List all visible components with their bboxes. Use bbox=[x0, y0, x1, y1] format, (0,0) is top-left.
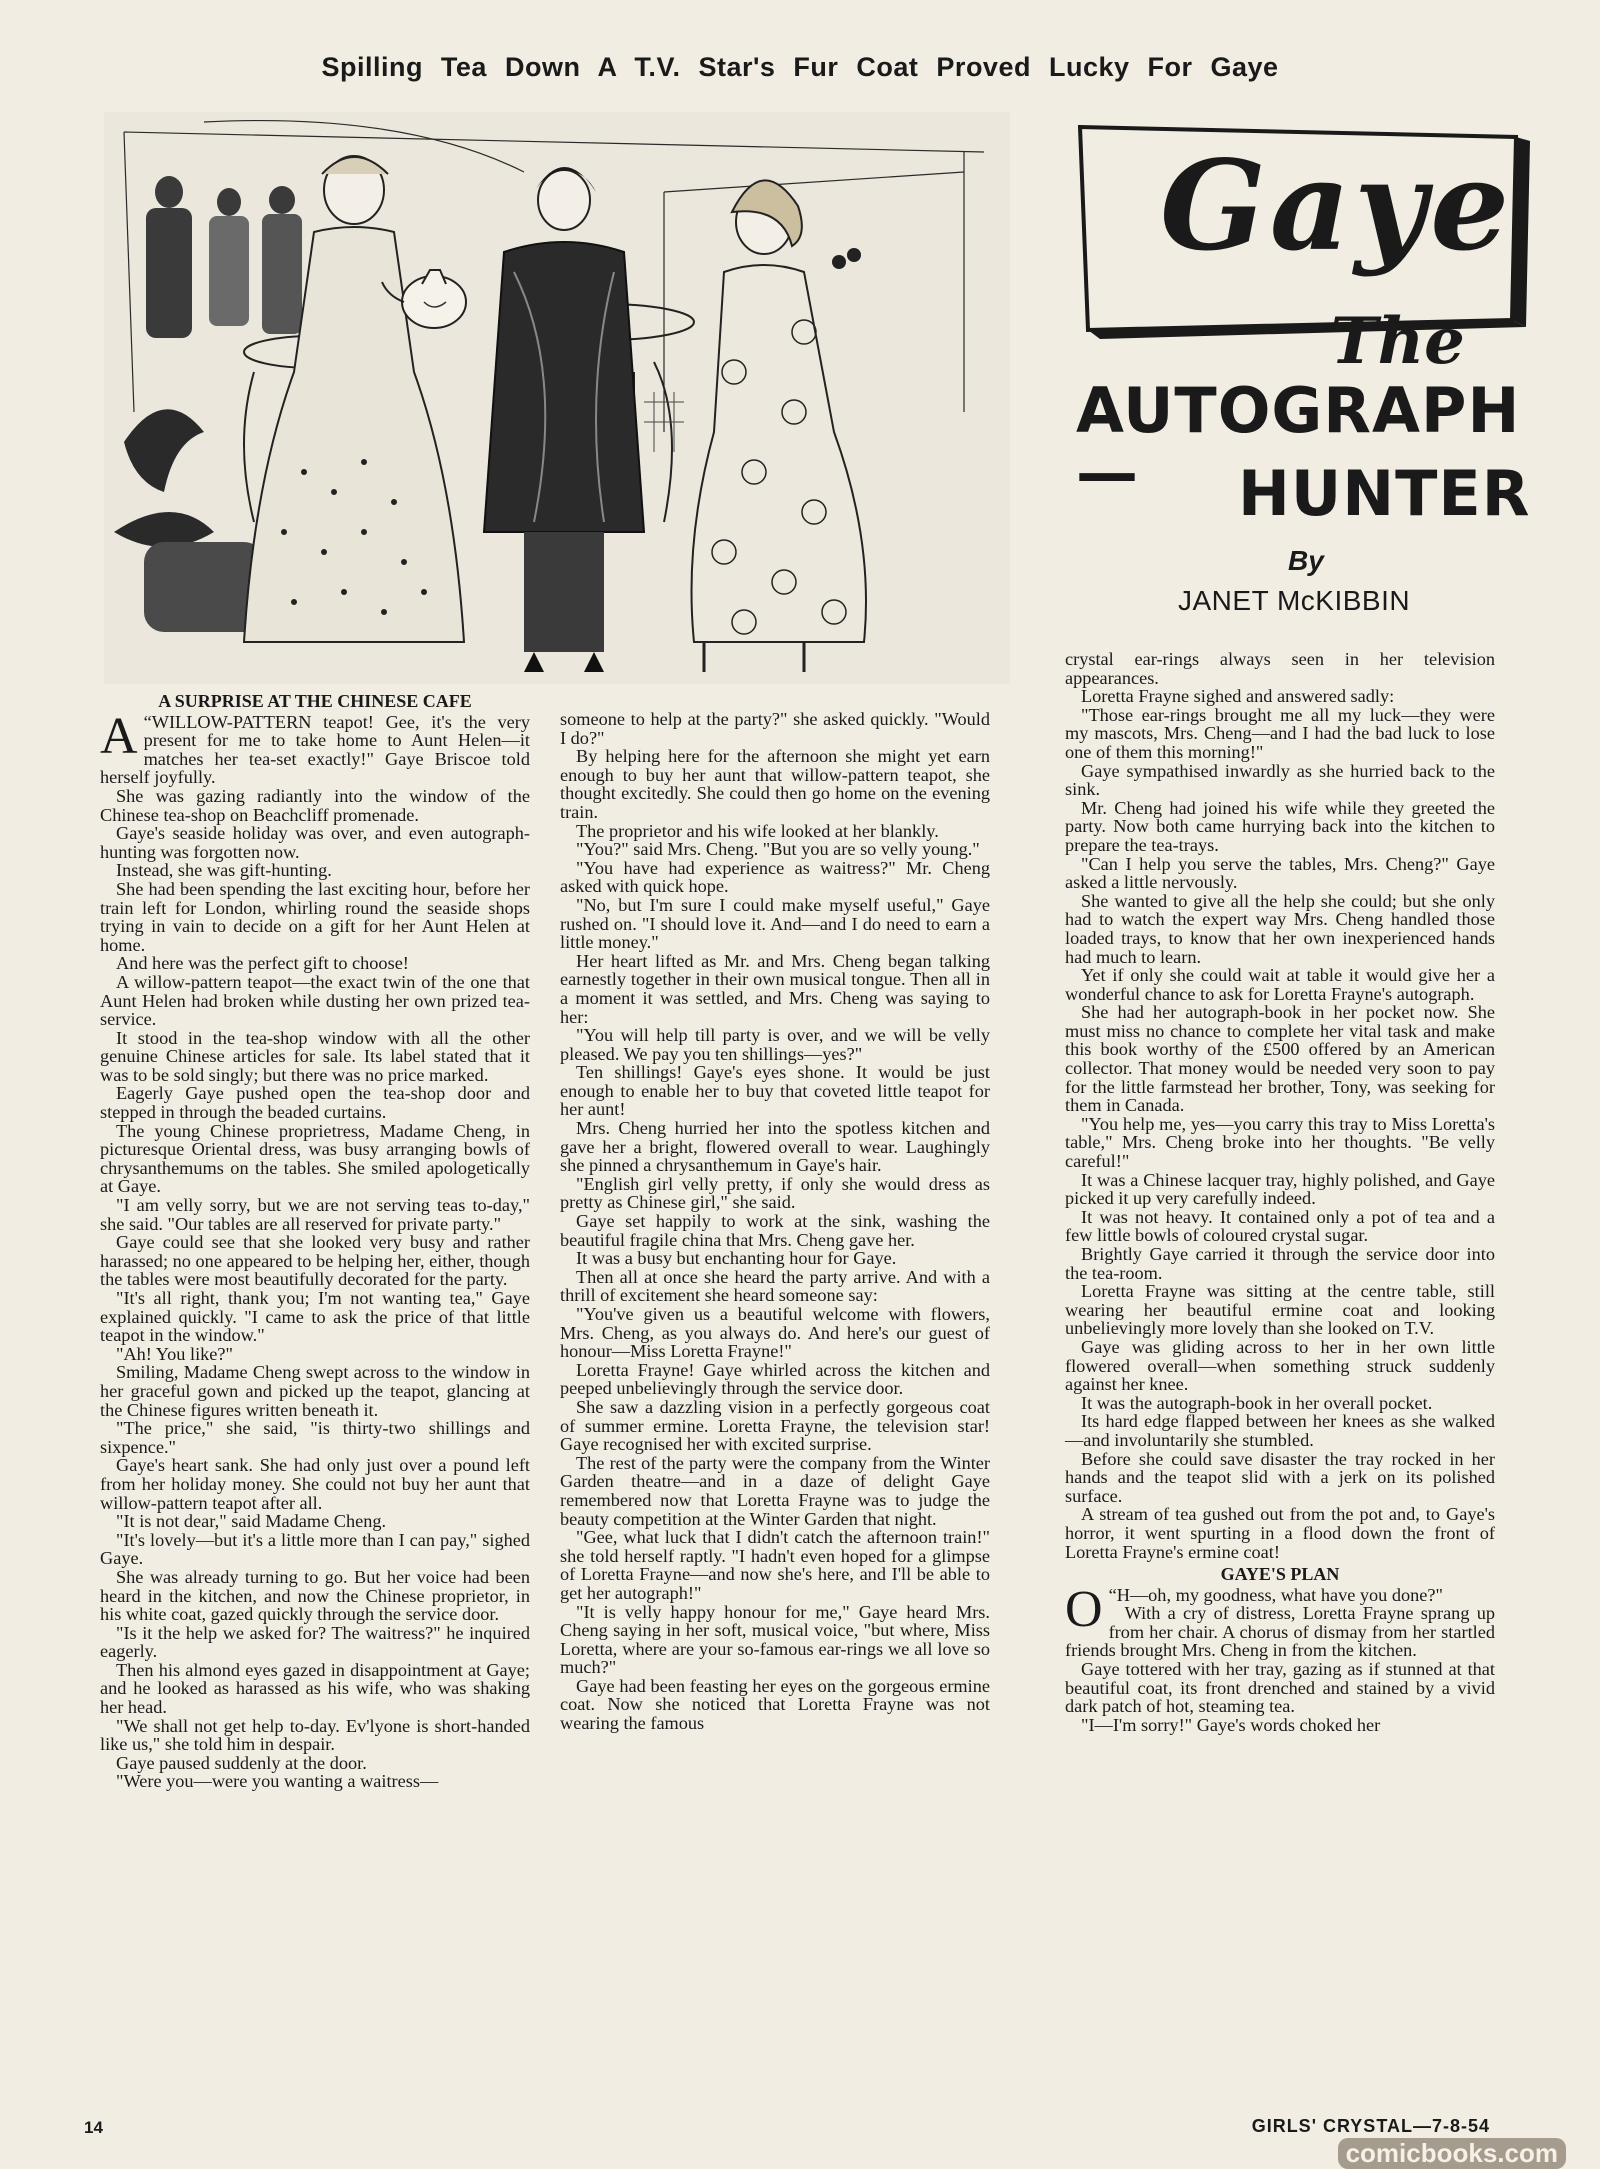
paragraph: She had been spending the last exciting hour, before her train left for London, whirling round the seaside shops trying in vain to decide on a gift for her Aunt Helen at home. bbox=[100, 878, 530, 955]
paragraph: She was gazing radiantly into the window of the Chinese tea-shop on Beachcliff promenade. bbox=[100, 785, 530, 825]
paragraph: The proprietor and his wife looked at her blankly. bbox=[576, 820, 939, 841]
paragraph: Gaye's heart sank. She had only just over a pound left from her holiday money. She could not buy her aunt that willow-pattern teapot after all. bbox=[100, 1455, 530, 1513]
title-hunter: HUNTER bbox=[1238, 457, 1531, 530]
paragraph: "It is not dear," said Madame Cheng. bbox=[116, 1511, 387, 1532]
paragraph: "You will help till party is over, and we will be velly pleased. We pay you ten shillings—yes?" bbox=[560, 1025, 990, 1064]
paragraph: Yet if only she could wait at table it would give her a wonderful chance to ask for Loretta Frayne's autograph. bbox=[1065, 965, 1495, 1004]
paragraph: Then all at once she heard the party arrive. And with a thrill of excitement she heard someone say: bbox=[560, 1266, 990, 1306]
paragraph: "We shall not get help to-day. Ev'lyone is short-handed like us," she told him in despair. bbox=[100, 1715, 530, 1755]
paragraph: She had her autograph-book in her pocket now. She must miss no chance to complete her vital task and make this book worthy of the £500 offered by an American collector. That money would be needed very soon to pay for the little farmstead her brother, Tony, was seeking for them in Canada. bbox=[1065, 1002, 1495, 1116]
paragraph: Instead, she was gift-hunting. bbox=[116, 860, 332, 881]
paragraph: “ O H—oh, my goodness, what have you done?" bbox=[1065, 1580, 1444, 1638]
paragraph: Smiling, Madame Cheng swept across to the window in her graceful gown and picked up the teapot, glancing at the Chinese figures written beneath it. bbox=[100, 1362, 530, 1420]
paragraph: Mrs. Cheng hurried her into the spotless kitchen and gave her a bright, flowered overall to wear. Laughingly she pinned a chrysanthemum in Gaye's hair. bbox=[560, 1118, 990, 1176]
paragraph: The young Chinese proprietress, Madame Cheng, in picturesque Oriental dress, was busy arranging bowls of chrysanthemums on the tables. She smiled apologetically at Gaye. bbox=[100, 1120, 530, 1197]
paragraph: Gaye paused suddenly at the door. bbox=[116, 1752, 367, 1773]
paragraph: She saw a dazzling vision in a perfectly gorgeous coat of summer ermine. Loretta Frayne, the television star! Gaye recognised her with excited surprise. bbox=[560, 1396, 990, 1455]
paragraph: crystal ear-rings always seen in her television appearances. bbox=[1065, 649, 1495, 688]
paragraph: It was the autograph-book in her overall pocket. bbox=[1081, 1392, 1433, 1413]
page-headline: Spilling Tea Down A T.V. Star's Fur Coat Proved Lucky For Gaye bbox=[321, 52, 1279, 82]
paragraph: Gaye's seaside holiday was over, and even autograph-hunting was forgotten now. bbox=[100, 823, 530, 862]
paragraph: Loretta Frayne was sitting at the centre table, still wearing her beautiful ermine coat and looking unbelievingly more lovely than she looked on T.V. bbox=[1065, 1281, 1495, 1339]
paragraph: “ A WILLOW-PATTERN teapot! Gee, it's the very present for me to take home to Aunt Helen—it matches her tea-set exactly!" Gaye Briscoe told herself joyfully. bbox=[100, 707, 530, 788]
story-column-3 bbox=[1065, 650, 1495, 1734]
page-number: 14 bbox=[84, 2118, 103, 2137]
drop-cap: O bbox=[1065, 1580, 1103, 1638]
paragraph: Loretta Frayne! Gaye whirled across the kitchen and peeped unbelievingly through the service door. bbox=[560, 1359, 990, 1399]
paragraph: "You help me, yes—you carry this tray to Miss Loretta's table," Mrs. Cheng broke into her thoughts. "Be velly careful!" bbox=[1065, 1113, 1495, 1172]
paragraph: "Those ear-rings brought me all my luck—they were my mascots, Mrs. Cheng—and I had the bad luck to lose one of them this morning!" bbox=[1065, 704, 1495, 762]
drop-cap: A bbox=[100, 707, 138, 765]
paragraph: It was not heavy. It contained only a pot of tea and a few little bowls of coloured crystal sugar. bbox=[1065, 1206, 1495, 1246]
paragraph: Its hard edge flapped between her knees as she walked—and involuntarily she stumbled. bbox=[1065, 1411, 1495, 1450]
paragraph: The rest of the party were the company from the Winter Garden theatre—and in a daze of delight Gaye remembered now that Loretta Frayne was to judge the beauty competition at the Winter Garden that night. bbox=[560, 1452, 990, 1529]
paragraph: someone to help at the party?" she asked quickly. "Would I do?" bbox=[560, 709, 990, 748]
paragraph: Ten shillings! Gaye's eyes shone. It would be just enough to enable her to buy that coveted little teapot for her aunt! bbox=[560, 1062, 990, 1120]
paragraph: "Ah! You like?" bbox=[116, 1343, 233, 1364]
paragraph: Gaye tottered with her tray, gazing as if stunned at that beautiful coat, its front drenched and stained by a vivid dark patch of hot, steaming tea. bbox=[1065, 1659, 1495, 1717]
paragraph: "Is it the help we asked for? The waitress?" he inquired eagerly. bbox=[100, 1622, 530, 1662]
paragraph: With a cry of distress, Loretta Frayne sprang up from her chair. A chorus of dismay from her startled friends brought Mrs. Cheng in from the kitchen. bbox=[1065, 1603, 1495, 1661]
paragraph: "It is velly happy honour for me," Gaye heard Mrs. Cheng saying in her soft, musical voice, "but where, Miss Loretta, where are your so-famous ear-rings we all love so much?" bbox=[560, 1601, 990, 1678]
paragraph: "The price," she said, "is thirty-two shillings and sixpence." bbox=[100, 1418, 530, 1457]
paragraph: Then his almond eyes gazed in disappointment at Gaye; and he looked as harassed as his wife, who was shaking her head. bbox=[100, 1659, 530, 1718]
paragraph: "Gee, what luck that I didn't catch the afternoon train!" she told herself raptly. "I hadn't even hoped for a glimpse of Loretta Frayne—and now she's here, and I'll be able to get her autograph!" bbox=[560, 1527, 990, 1603]
watermark: comicbooks.com bbox=[1338, 2138, 1566, 2169]
paragraph: "Were you—were you wanting a waitress— bbox=[116, 1771, 439, 1792]
paragraph: By helping here for the afternoon she might yet earn enough to buy her aunt that willow-pattern teapot, she thought excitedly. She could then go home on the evening train. bbox=[560, 746, 990, 822]
paragraph: Gaye had been feasting her eyes on the gorgeous ermine coat. Now she noticed that Loretta Frayne was not wearing the famous bbox=[560, 1675, 990, 1734]
paragraph: It was a busy but enchanting hour for Gaye. bbox=[576, 1248, 897, 1269]
title-gaye: Gaye bbox=[1160, 134, 1514, 279]
paragraph: Mr. Cheng had joined his wife while they greeted the party. Now both came hurrying back into the kitchen to prepare the tea-trays. bbox=[1065, 797, 1495, 855]
paragraph: Brightly Gaye carried it through the service door into the tea-room. bbox=[1065, 1244, 1495, 1283]
paragraph: "You've given us a beautiful welcome with flowers, Mrs. Cheng, as you always do. And here's our guest of honour—Miss Loretta Frayne!" bbox=[560, 1304, 990, 1362]
section-heading: A SURPRISE AT THE CHINESE CAFE bbox=[158, 691, 472, 711]
paragraph: A willow-pattern teapot—the exact twin of the one that Aunt Helen had broken while dusting her own prized tea-service. bbox=[100, 971, 530, 1030]
story-title-block bbox=[1060, 115, 1540, 675]
byline-by: By bbox=[1288, 545, 1324, 576]
title-autograph: AUTOGRAPH — bbox=[1076, 374, 1521, 509]
issue-footer: GIRLS' CRYSTAL—7-8-54 bbox=[1251, 2116, 1490, 2136]
paragraph: And here was the perfect gift to choose! bbox=[116, 953, 409, 974]
three-girls-tea-shop-illustration bbox=[104, 112, 1010, 684]
paragraph: "No, but I'm sure I could make myself useful," Gaye rushed on. "I should love it. And—and I do need to earn a little money." bbox=[560, 894, 990, 953]
paragraph: "I—I'm sorry!" Gaye's words choked her bbox=[1081, 1714, 1381, 1735]
paragraph: Gaye sympathised inwardly as she hurried back to the sink. bbox=[1065, 760, 1495, 800]
paragraph: "It's lovely—but it's a little more than I can pay," sighed Gaye. bbox=[100, 1529, 530, 1569]
paragraph: "You have had experience as waitress?" Mr. Cheng asked with quick hope. bbox=[560, 857, 990, 897]
story-column-1 bbox=[100, 688, 530, 1791]
paragraph: Gaye could see that she looked very busy and rather harassed; no one appeared to be helping her, either, though the tables were most beautifully decorated for the party. bbox=[100, 1232, 530, 1290]
paragraph: Eagerly Gaye pushed open the tea-shop door and stepped in through the beaded curtains. bbox=[100, 1083, 530, 1123]
paragraph: "English girl velly pretty, if only she would dress as pretty as Chinese girl," she said. bbox=[560, 1173, 990, 1213]
paragraph: Loretta Frayne sighed and answered sadly: bbox=[1081, 686, 1395, 707]
paragraph: It was a Chinese lacquer tray, highly polished, and Gaye picked it up very carefully indeed. bbox=[1065, 1169, 1495, 1209]
paragraph: "You?" said Mrs. Cheng. "But you are so velly young." bbox=[576, 839, 980, 860]
byline-author: JANET McKIBBIN bbox=[1178, 585, 1411, 616]
paragraph: Gaye was gliding across to her in her own little flowered overall—when something struck suddenly against her knee. bbox=[1065, 1336, 1495, 1395]
paragraph: She wanted to give all the help she could; but she only had to watch the expert way Mrs. Cheng handled those loaded trays, to know that her own inexperienced hands had much to learn. bbox=[1065, 890, 1495, 967]
title-the: The bbox=[1330, 304, 1465, 379]
paragraph: Before she could save disaster the tray rocked in her hands and the teapot slid with a jerk on its polished surface. bbox=[1065, 1448, 1495, 1506]
section-heading: GAYE'S PLAN bbox=[1220, 1564, 1340, 1585]
paragraph: She was already turning to go. But her voice had been heard in the kitchen, and now the Chinese proprietor, in his white coat, gazed quickly through the service door. bbox=[100, 1566, 530, 1625]
paragraph: "It's all right, thank you; I'm not wanting tea," Gaye explained quickly. "I came to ask the price of that little teapot in the window." bbox=[100, 1288, 530, 1346]
paragraph: "Can I help you serve the tables, Mrs. Cheng?" Gaye asked a little nervously. bbox=[1065, 853, 1495, 893]
paragraph: Her heart lifted as Mr. and Mrs. Cheng began talking earnestly together in their own musical tongue. Then all in a moment it was settled, and Mrs. Cheng was saying to her: bbox=[560, 950, 990, 1027]
paragraph: It stood in the tea-shop window with all the other genuine Chinese articles for sale. Its label stated that it was to be sold singly; but there was no price marked. bbox=[100, 1027, 530, 1085]
paragraph: A stream of tea gushed out from the pot and, to Gaye's horror, it went spurting in a flood down the front of Loretta Frayne's ermine coat! bbox=[1065, 1504, 1495, 1562]
paragraph: Gaye set happily to work at the sink, washing the beautiful fragile china that Mrs. Cheng gave her. bbox=[560, 1211, 990, 1250]
paragraph: "I am velly sorry, but we are not serving teas to-day," she said. "Our tables are all reserved for private party." bbox=[100, 1195, 530, 1234]
story-column-2 bbox=[560, 710, 990, 1733]
